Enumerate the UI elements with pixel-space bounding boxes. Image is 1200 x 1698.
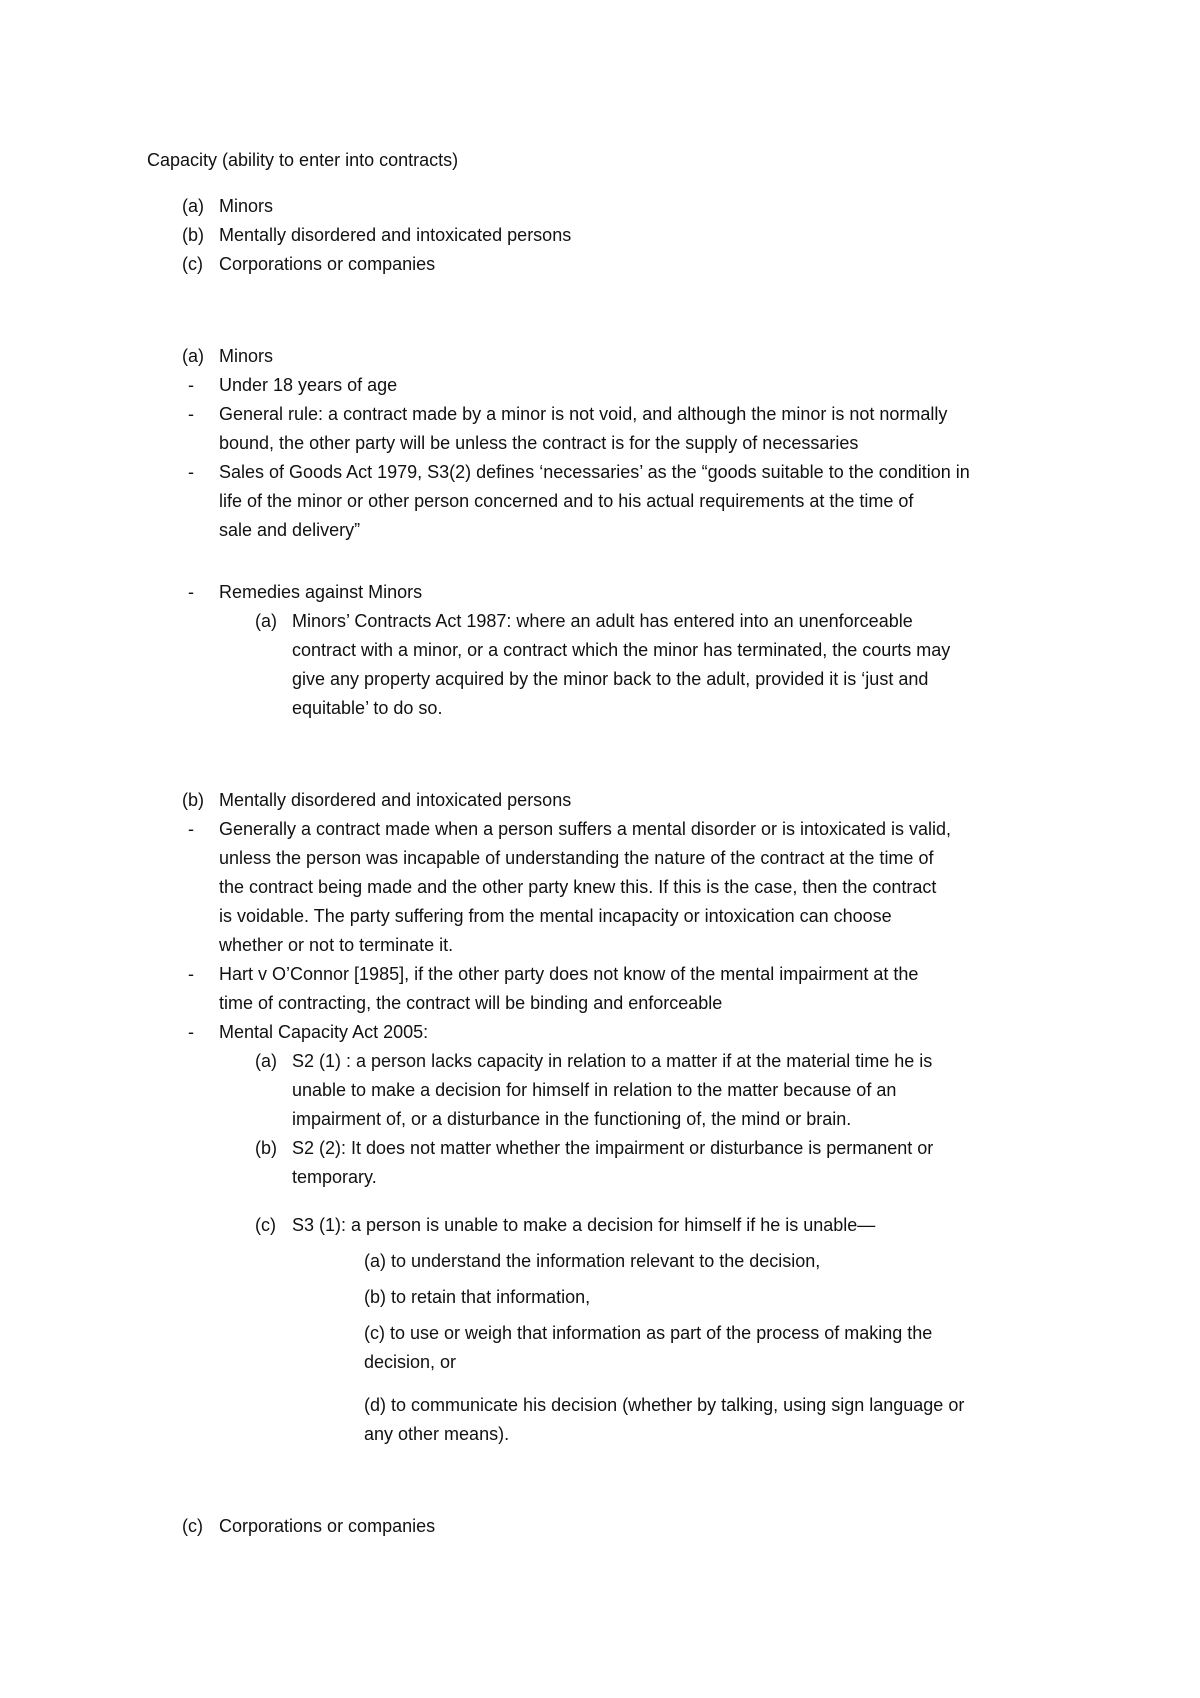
section-heading: Corporations or companies <box>219 1516 436 1536</box>
sublist-marker: (c) <box>255 1215 276 1235</box>
list-item-text: Mentally disordered and intoxicated persons <box>219 225 572 245</box>
bullet-dash: - <box>188 404 194 424</box>
bullet-text: General rule: a contract made by a minor is not void, and although the minor is not normally <box>219 404 948 424</box>
s3-subitem: (c) to use or weigh that information as part of the process of making the <box>364 1323 933 1343</box>
sublist-text: S2 (1) : a person lacks capacity in relation to a matter if at the material time he is <box>292 1051 933 1071</box>
bullet-dash: - <box>188 375 194 395</box>
sublist-marker: (a) <box>255 611 277 631</box>
s3-subitem: (a) to understand the information relevant to the decision, <box>364 1251 821 1271</box>
bullet-dash: - <box>188 582 194 602</box>
list-item-text: Minors <box>219 196 274 216</box>
sublist-text: equitable’ to do so. <box>292 698 443 718</box>
sublist-text: unable to make a decision for himself in relation to the matter because of an <box>292 1080 897 1100</box>
bullet-text: the contract being made and the other party knew this. If this is the case, then the contract <box>219 877 937 897</box>
bullet-text: life of the minor or other person concerned and to his actual requirements at the time of <box>219 491 914 511</box>
bullet-text: Generally a contract made when a person suffers a mental disorder or is intoxicated is valid, <box>219 819 952 839</box>
list-marker: (a) <box>182 196 204 216</box>
bullet-text: Remedies against Minors <box>219 582 423 602</box>
bullet-text: Sales of Goods Act 1979, S3(2) defines ‘necessaries’ as the “goods suitable to the condition in <box>219 462 970 482</box>
sublist-text: impairment of, or a disturbance in the functioning of, the mind or brain. <box>292 1109 852 1129</box>
bullet-text: time of contracting, the contract will be binding and enforceable <box>219 993 723 1013</box>
bullet-dash: - <box>188 462 194 482</box>
bullet-text: bound, the other party will be unless the contract is for the supply of necessaries <box>219 433 859 453</box>
sublist-text: Minors’ Contracts Act 1987: where an adult has entered into an unenforceable <box>292 611 913 631</box>
sublist-text: S2 (2): It does not matter whether the impairment or disturbance is permanent or <box>292 1138 934 1158</box>
bullet-dash: - <box>188 1022 194 1042</box>
list-item-text: Corporations or companies <box>219 254 436 274</box>
document-title: Capacity (ability to enter into contracts) <box>147 150 459 170</box>
s3-subitem: (d) to communicate his decision (whether by talking, using sign language or <box>364 1395 965 1415</box>
bullet-text: Hart v O’Connor [1985], if the other party does not know of the mental impairment at the <box>219 964 919 984</box>
sublist-text: give any property acquired by the minor back to the adult, provided it is ‘just and <box>292 669 929 689</box>
bullet-text: whether or not to terminate it. <box>219 935 454 955</box>
list-marker: (c) <box>182 254 203 274</box>
section-heading: Mentally disordered and intoxicated persons <box>219 790 572 810</box>
bullet-dash: - <box>188 819 194 839</box>
bullet-text: Mental Capacity Act 2005: <box>219 1022 429 1042</box>
section-marker: (b) <box>182 790 204 810</box>
bullet-dash: - <box>188 964 194 984</box>
sublist-text: temporary. <box>292 1167 377 1187</box>
bullet-text: sale and delivery” <box>219 520 361 540</box>
sublist-marker: (b) <box>255 1138 277 1158</box>
section-marker: (c) <box>182 1516 203 1536</box>
s3-subitem: (b) to retain that information, <box>364 1287 591 1307</box>
sublist-text: contract with a minor, or a contract which the minor has terminated, the courts may <box>292 640 951 660</box>
bullet-text: Under 18 years of age <box>219 375 398 395</box>
s3-subitem: any other means). <box>364 1424 510 1444</box>
s3-subitem: decision, or <box>364 1352 457 1372</box>
bullet-text: unless the person was incapable of understanding the nature of the contract at the time of <box>219 848 934 868</box>
section-marker: (a) <box>182 346 204 366</box>
sublist-marker: (a) <box>255 1051 277 1071</box>
section-heading: Minors <box>219 346 274 366</box>
sublist-text: S3 (1): a person is unable to make a decision for himself if he is unable— <box>292 1215 876 1235</box>
list-marker: (b) <box>182 225 204 245</box>
bullet-text: is voidable. The party suffering from the mental incapacity or intoxication can choose <box>219 906 892 926</box>
